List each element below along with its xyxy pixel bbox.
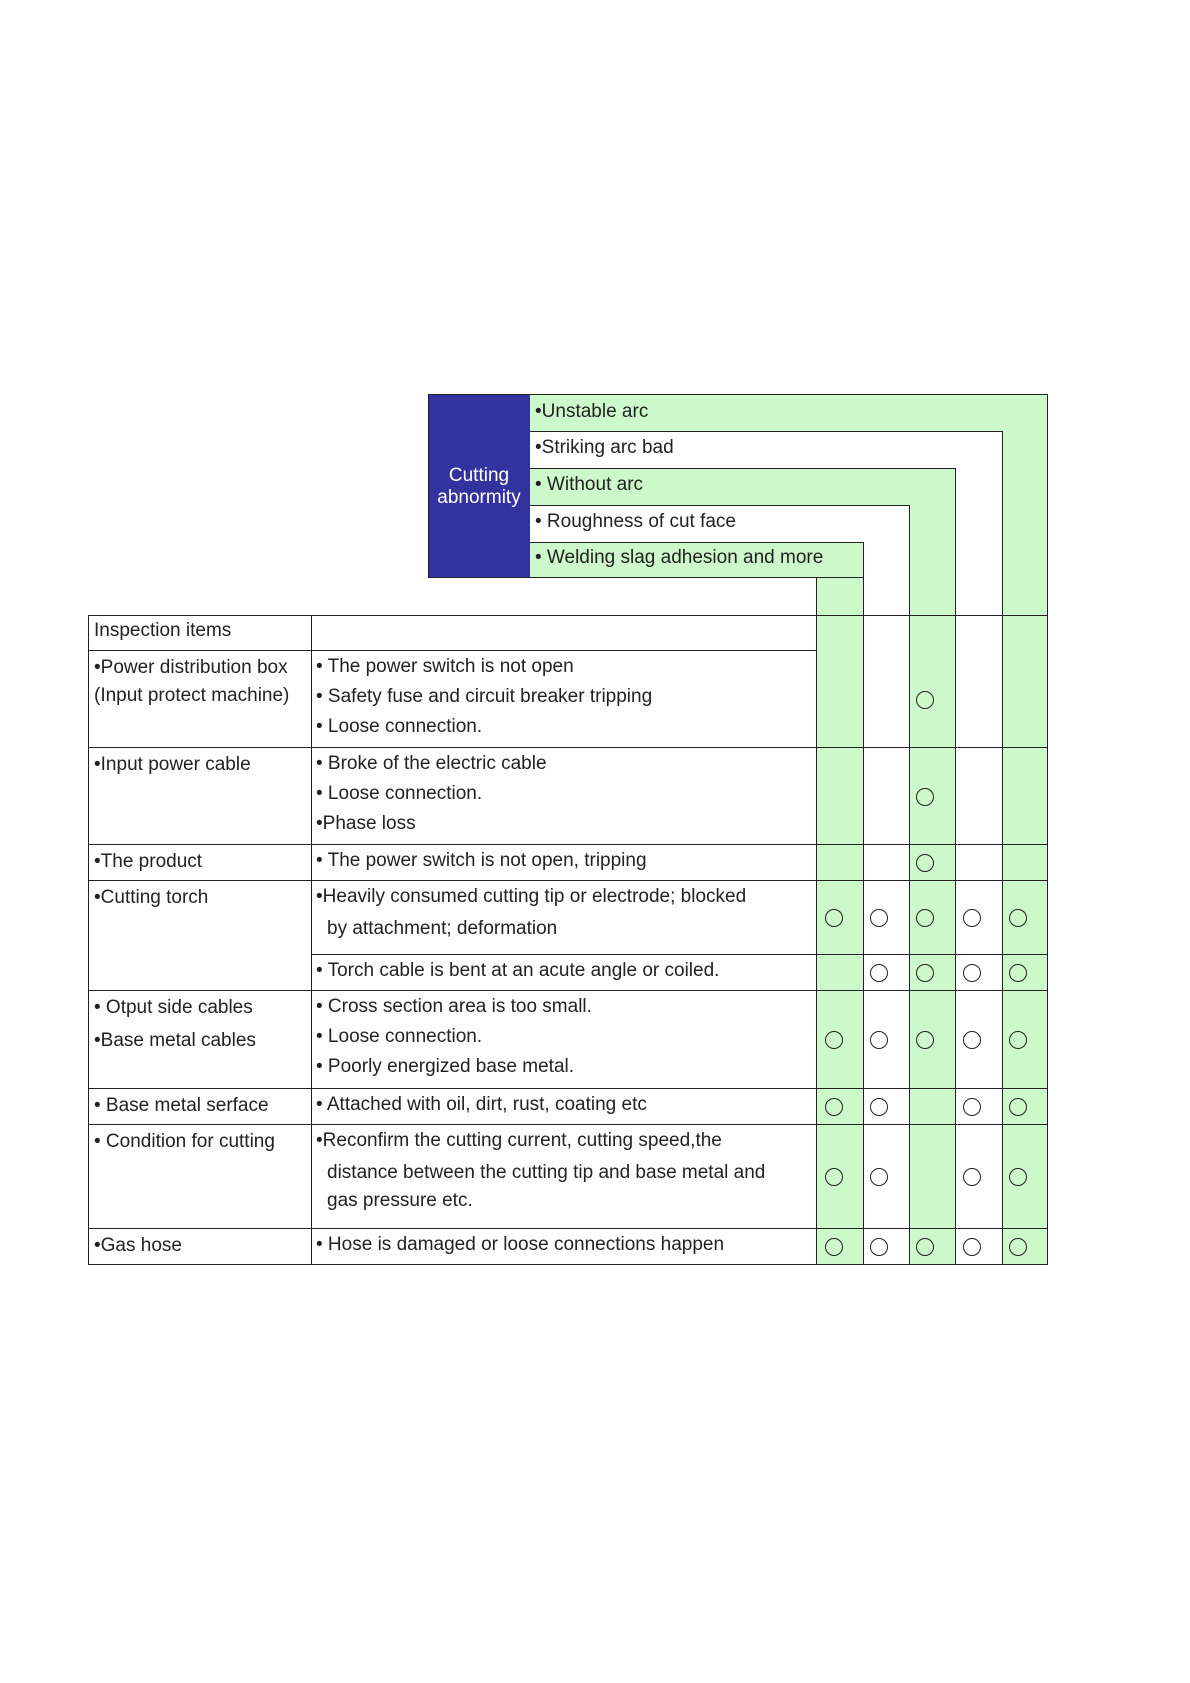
cause-text: • Torch cable is bent at an acute angle or coiled. — [316, 960, 720, 981]
inspection-item-label: •Base metal cables — [94, 1030, 256, 1051]
applicable-mark-icon — [916, 691, 934, 709]
abnormity-item-striking-arc: •Striking arc bad — [535, 437, 674, 458]
inspection-item-label: • Condition for cutting — [94, 1131, 275, 1152]
applicable-mark-icon — [1009, 1031, 1027, 1049]
applicable-mark-icon — [870, 1168, 888, 1186]
applicable-mark-icon — [1009, 1168, 1027, 1186]
applicable-mark-icon — [963, 1098, 981, 1116]
inspection-item-label: •Power distribution box — [94, 657, 288, 678]
applicable-mark-icon — [825, 1031, 843, 1049]
applicable-mark-icon — [870, 964, 888, 982]
cause-text: • Safety fuse and circuit breaker tripping — [316, 686, 653, 707]
cause-text: • Loose connection. — [316, 716, 483, 737]
applicable-mark-icon — [916, 1031, 934, 1049]
abnormity-title-line1: Cutting — [448, 465, 510, 486]
cause-text: distance between the cutting tip and base metal and — [327, 1162, 766, 1183]
abnormity-title-line2: abnormity — [437, 487, 521, 508]
applicable-mark-icon — [1009, 1098, 1027, 1116]
applicable-mark-icon — [870, 1031, 888, 1049]
inspection-item-label: •Cutting torch — [94, 887, 209, 908]
inspection-item-label: •Gas hose — [94, 1235, 182, 1256]
abnormity-item-roughness: • Roughness of cut face — [535, 511, 736, 532]
applicable-mark-icon — [916, 854, 934, 872]
applicable-mark-icon — [870, 1098, 888, 1116]
cause-text: • Loose connection. — [316, 1026, 483, 1047]
applicable-mark-icon — [916, 1238, 934, 1256]
cause-text: •Phase loss — [316, 813, 416, 834]
applicable-mark-icon — [1009, 964, 1027, 982]
cause-text: •Reconfirm the cutting current, cutting speed,the — [316, 1130, 722, 1151]
applicable-mark-icon — [825, 1238, 843, 1256]
applicable-mark-icon — [870, 1238, 888, 1256]
cause-text: • Cross section area is too small. — [316, 996, 592, 1017]
cause-text: • Loose connection. — [316, 783, 483, 804]
applicable-mark-icon — [963, 1031, 981, 1049]
applicable-mark-icon — [1009, 1238, 1027, 1256]
cause-text: gas pressure etc. — [327, 1190, 473, 1211]
abnormity-item-without-arc: • Without arc — [535, 474, 644, 495]
inspection-item-label: (Input protect machine) — [94, 685, 290, 706]
abnormity-header-box — [428, 394, 530, 578]
inspection-item-label: •The product — [94, 851, 203, 872]
applicable-mark-icon — [825, 1168, 843, 1186]
inspection-item-label: • Otput side cables — [94, 997, 253, 1018]
applicable-mark-icon — [916, 788, 934, 806]
inspection-items-header: Inspection items — [94, 620, 232, 641]
inspection-item-label: •Input power cable — [94, 754, 251, 775]
applicable-mark-icon — [916, 964, 934, 982]
inspection-item-label: • Base metal serface — [94, 1095, 269, 1116]
applicable-mark-icon — [963, 1168, 981, 1186]
cause-text: • Broke of the electric cable — [316, 753, 547, 774]
applicable-mark-icon — [825, 909, 843, 927]
cause-text: by attachment; deformation — [327, 918, 558, 939]
cause-text: • The power switch is not open, tripping — [316, 850, 647, 871]
cause-text: • The power switch is not open — [316, 656, 574, 677]
cause-text: • Attached with oil, dirt, rust, coating etc — [316, 1094, 647, 1115]
applicable-mark-icon — [963, 1238, 981, 1256]
cause-text: • Hose is damaged or loose connections happen — [316, 1234, 725, 1255]
applicable-mark-icon — [1009, 909, 1027, 927]
applicable-mark-icon — [963, 964, 981, 982]
abnormity-item-slag: • Welding slag adhesion and more — [535, 547, 824, 568]
applicable-mark-icon — [963, 909, 981, 927]
cause-text: • Poorly energized base metal. — [316, 1056, 575, 1077]
cause-text: •Heavily consumed cutting tip or electrode; blocked — [316, 886, 747, 907]
applicable-mark-icon — [870, 909, 888, 927]
abnormity-item-unstable-arc: •Unstable arc — [535, 401, 649, 422]
applicable-mark-icon — [825, 1098, 843, 1116]
applicable-mark-icon — [916, 909, 934, 927]
